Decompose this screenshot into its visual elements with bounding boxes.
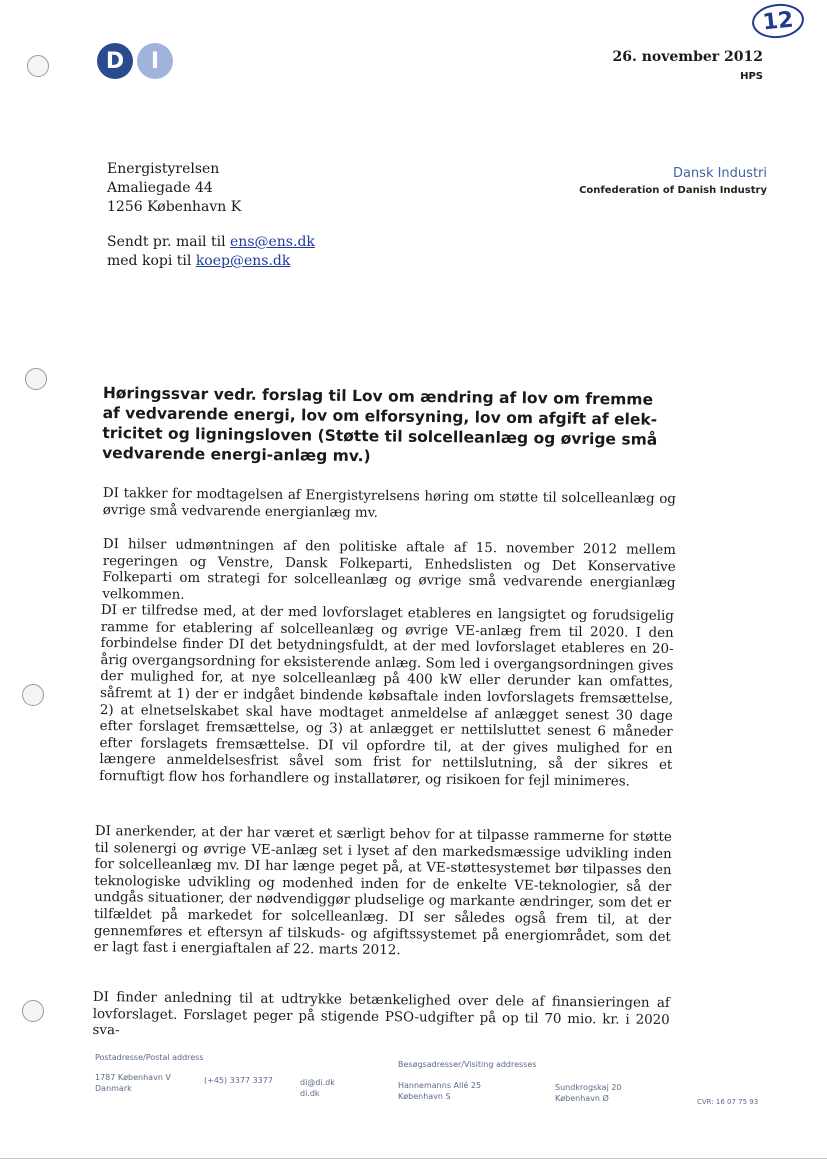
recipient-address: [107, 160, 241, 217]
punch-hole-1: [27, 55, 49, 77]
visiting-address-label: Besøgsadresser/Visiting addresses: [398, 1060, 537, 1069]
postal-address: 1787 København V Danmark: [95, 1073, 171, 1093]
postal-address-label: Postadresse/Postal address: [95, 1053, 204, 1062]
heading-line-2: af vedvarende energi, lov om elforsyning, lov om afgift af elek-: [102, 403, 658, 429]
author-initials: HPS: [740, 71, 763, 82]
copy-to-line: med kopi til koep@ens.dk: [107, 253, 291, 269]
sent-email-link[interactable]: ens@ens.dk: [230, 234, 315, 250]
logo-circle-d: D: [97, 43, 133, 79]
punch-hole-2: [25, 368, 47, 390]
visiting-address-1: Hannemanns Allé 25 København S: [398, 1081, 482, 1101]
footer-website[interactable]: di.dk: [300, 1089, 320, 1098]
recipient-line-3: 1256 København K: [107, 199, 242, 215]
punch-hole-3: [22, 684, 44, 706]
heading-line-3: tricitet og ligningsloven (Støtte til solcelleanlæg og øvrige små: [102, 423, 658, 449]
page-bottom-edge: [0, 1158, 827, 1159]
di-logo: [97, 43, 173, 79]
copy-email-link[interactable]: koep@ens.dk: [195, 253, 291, 269]
org-english-name: Confederation of Danish Industry: [579, 185, 767, 196]
paragraph-4: DI anerkender, at der har været et særligt behov for at tilpasse rammerne for støtte til solenergi og øvrige VE-anlæg set i lyset af den markedsmæssige udvikling inden for solcelleanlæg mv. DI har længe peget på, at VE-støttesystemet bør tilpasses den teknologiske udvikling og modenhed inden for de enkelte VE-teknologier, så der undgås situationer, der nødvendiggør pludselige og markante ændringer, som det er tilfældet på markedet for solcelleanlæg. DI ser således også frem til, at der gennemføres et eftersyn af tilskuds- og afgiftssystemet på energiområdet, som det er lagt fast i energiaftalen af 22. marts 2012.: [93, 824, 672, 959]
paragraph-3: DI er tilfredse med, at der med lovforslaget etableres en langsigtet og forudsigelig ramme for etablering af solcelleanlæg og øvrige VE-anlæg frem til 2020. I den forbindelse finder DI det betydningsfuldt, at der med lovforslaget etableres en 20-årig overgangsordning for eksisterende anlæg. Som led i overgangsordningen gives der mulighed for, at nye solcelleanlæg på 400 kW eller derunder kan omfattes, såfremt at 1) der er indgået bindende købsaftale inden lovforslagets fremsættelse, 2) at elnetselskabet skal have modtaget anmeldelse af anlægget senest 30 dage efter forslaget fremsættelse, og 3) at anlægget er nettilsluttet senest 6 måneder efter forslagets fremsættelse. DI vil opfordre til, at der gives mulighed for en længere anmeldelsesfrist såvel som frist for nettilslutning, så der sikres et fornuftigt flow hos forhandlere og installatører, og risikoen for fejl minimeres.: [99, 603, 674, 790]
contact-web: [300, 1077, 335, 1099]
recipient-line-2: Amaliegade 44: [107, 180, 213, 196]
logo-circle-i: I: [137, 43, 173, 79]
sent-by-mail-line: Sendt pr. mail til ens@ens.dk: [107, 234, 315, 250]
letter-heading: [102, 383, 703, 470]
page-number-stamp: 12: [750, 1, 805, 40]
paragraph-5: DI finder anledning til at udtrykke betænkelighed over dele af finansieringen af lovforslaget. Forslaget peger på stigende PSO-udgifter på op til 70 mio. kr. i 2020 sva-: [92, 990, 670, 1039]
heading-line-4: vedvarende energi-anlæg mv.): [102, 443, 371, 466]
footer-email[interactable]: di@di.dk: [300, 1078, 335, 1087]
org-name: Dansk Industri: [672, 166, 767, 181]
punch-hole-4: [22, 1000, 44, 1022]
letter-date: 26. november 2012: [612, 49, 763, 65]
recipient-line-1: Energistyrelsen: [107, 161, 220, 177]
cvr-number: CVR: 16 07 75 93: [697, 1098, 759, 1106]
phone-number: (+45) 3377 3377: [204, 1076, 273, 1085]
heading-line-1: Høringssvar vedr. forslag til Lov om ændring af lov om fremme: [102, 383, 654, 409]
visiting-address-2: Sundkrogskaj 20 København Ø: [555, 1083, 622, 1103]
paragraph-1: DI takker for modtagelsen af Energistyrelsens høring om støtte til solcelleanlæg og øvrige små vedvarende energianlæg mv.: [102, 486, 676, 521]
paragraph-2: DI hilser udmøntningen af den politiske aftale af 15. november 2012 mellem regeringen og Venstre, Dansk Folkeparti, Enhedslisten og Det Konservative Folkeparti om strategi for solcelleanlæg og øvrige små vedvarende energianlæg velkommen.: [102, 537, 676, 603]
